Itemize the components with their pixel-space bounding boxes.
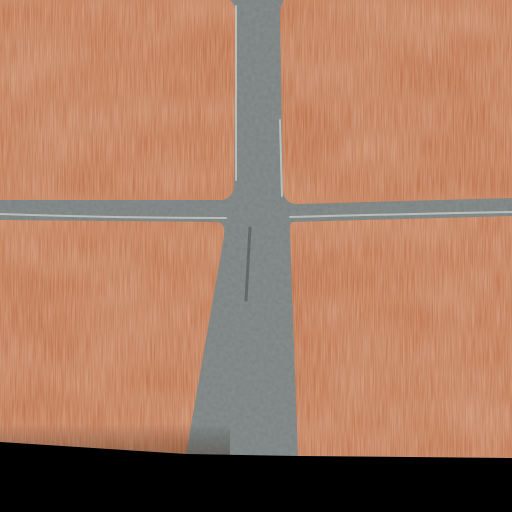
brick-top-right: [280, 0, 512, 204]
brick-bottom-left: [0, 220, 230, 460]
brick-bottom-right: [290, 216, 512, 458]
brick-top-left: [0, 0, 236, 200]
